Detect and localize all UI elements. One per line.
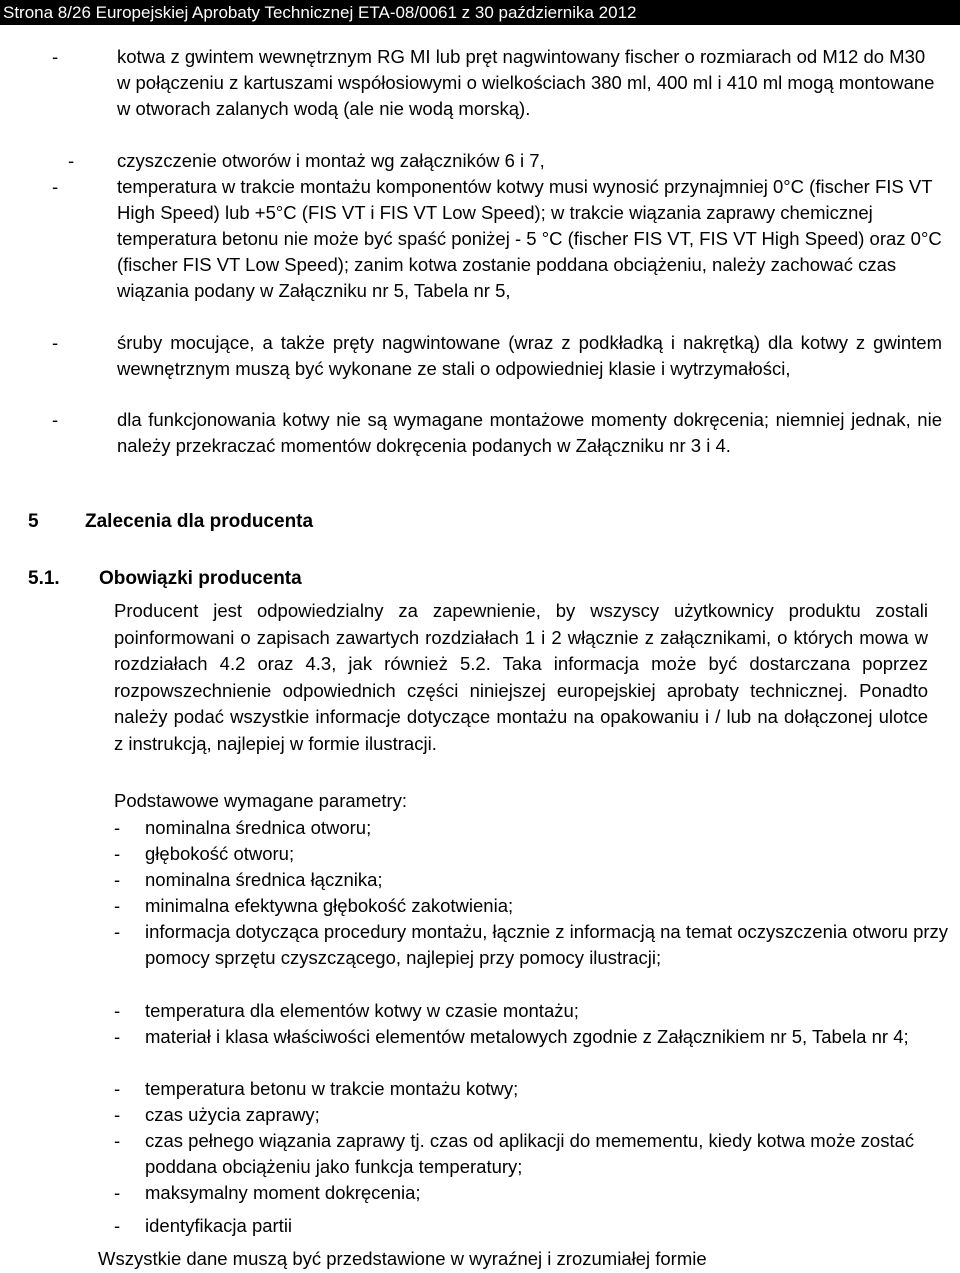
condition-item — [52, 148, 942, 174]
param-text: maksymalny moment dokręcenia; — [145, 1182, 421, 1203]
list-dash: - — [114, 1026, 121, 1047]
param-item — [114, 867, 954, 893]
closing-sentence: Wszystkie dane muszą być przedstawione w wyraźnej i zrozumiałej formie — [98, 1248, 707, 1269]
params-intro: Podstawowe wymagane parametry: — [114, 790, 408, 811]
section-number: 5.1. — [28, 568, 60, 589]
list-dash: - — [52, 409, 59, 430]
list-dash: - — [114, 921, 121, 942]
param-text: czas użycia zaprawy; — [145, 1104, 320, 1125]
param-text: informacja dotycząca procedury montażu, łącznie z informacją na temat oczyszczenia otworu przy pomocy sprzętu czyszczącego, najlepiej przy pomocy ilustracji; — [145, 921, 949, 968]
param-item — [114, 893, 954, 919]
section-number: 5 — [28, 511, 39, 532]
param-text: czas pełnego wiązania zaprawy tj. czas od aplikacji do memementu, kiedy kotwa może zostać poddana obciążeniu jako funkcja temperatury; — [145, 1130, 915, 1177]
list-dash: - — [114, 1078, 121, 1099]
condition-item — [52, 407, 942, 459]
list-dash: - — [114, 1000, 121, 1021]
list-dash: - — [114, 1130, 121, 1151]
condition-text: kotwa z gwintem wewnętrznym RG MI lub pręt nagwintowany fischer o rozmiarach od M12 do M30 w połączeniu z kartuszami współosiowymi o wielkościach 380 ml, 400 ml i 410 ml mogą montowane w otworach zalanych wodą (ale nie wodą morską). — [117, 46, 935, 119]
page-header: Strona 8/26 Europejskiej Aprobaty Technicznej ETA-08/0061 z 30 października 2012 — [0, 0, 960, 25]
section-5-heading — [28, 509, 313, 535]
param-item — [114, 1076, 954, 1102]
condition-item — [52, 44, 942, 122]
list-dash: - — [52, 46, 59, 67]
param-item — [114, 1128, 954, 1180]
list-dash: - — [68, 150, 75, 171]
param-text: identyfikacja partii — [145, 1215, 293, 1236]
list-dash: - — [52, 176, 59, 197]
list-dash: - — [114, 843, 121, 864]
condition-text: czyszczenie otworów i montaż wg załączników 6 i 7, — [117, 150, 545, 171]
condition-text: śruby mocujące, a także pręty nagwintowane (wraz z podkładką i nakrętką) dla kotwy z gwintem wewnętrznym muszą być wykonane ze stali o odpowiedniej klasie i wytrzymałości, — [117, 332, 942, 379]
param-item — [114, 815, 954, 841]
section-title: Zalecenia dla producenta — [85, 511, 314, 532]
param-text: materiał i klasa właściwości elementów metalowych zgodnie z Załącznikiem nr 5, Tabela nr 4; — [145, 1026, 909, 1047]
list-dash: - — [114, 1215, 121, 1236]
body-paragraph: Producent jest odpowiedzialny za zapewnienie, by wszyscy użytkownicy produktu zostali poinformowani o zapisach zawartych rozdziałach 1 i 2 włącznie z załącznikami, o których mowa w rozdziałach 4.2 oraz 4.3, jak również 5.2. Taka informacja może być dostarczana poprzez rozpowszechnienie odpowiednich części niniejszej europejskiej aprobaty technicznej. Ponadto należy podać wszystkie informacje dotyczące montażu na opakowaniu i / lub na dołączonej ulotce z instrukcją, najlepiej w formie ilustracji. — [114, 600, 928, 754]
condition-text: dla funkcjonowania kotwy nie są wymagane montażowe momenty dokręcenia; niemniej jednak, nie należy przekraczać momentów dokręcenia podanych w Załączniku nr 3 i 4. — [117, 409, 942, 456]
list-dash: - — [114, 895, 121, 916]
param-text: temperatura dla elementów kotwy w czasie montażu; — [145, 1000, 579, 1021]
param-text: temperatura betonu w trakcie montażu kotwy; — [145, 1078, 519, 1099]
param-item — [114, 998, 954, 1024]
condition-item — [52, 174, 942, 304]
param-item — [114, 841, 954, 867]
list-dash: - — [114, 1182, 121, 1203]
param-text: głębokość otworu; — [145, 843, 295, 864]
param-text: nominalna średnica otworu; — [145, 817, 372, 838]
param-item — [114, 1213, 954, 1239]
condition-item — [52, 330, 942, 382]
condition-text: temperatura w trakcie montażu komponentów kotwy musi wynosić przynajmniej 0°C (fischer FIS VT High Speed) lub +5°C (FIS VT i FIS VT Low Speed); w trakcie wiązania zaprawy chemicznej temperatura betonu nie może być spaść poniżej - 5 °C (fischer FIS VT, FIS VT High Speed) oraz 0°C (fischer FIS VT Low Speed); zanim kotwa zostanie poddana obciążeniu, należy zachować czas wiązania podany w Załączniku nr 5, Tabela nr 5, — [117, 176, 942, 301]
param-item — [114, 1180, 954, 1206]
param-item — [114, 1024, 954, 1050]
section-title: Obowiązki producenta — [99, 568, 302, 589]
param-text: minimalna efektywna głębokość zakotwienia; — [145, 895, 514, 916]
list-dash: - — [114, 869, 121, 890]
param-item — [114, 919, 954, 971]
param-item — [114, 1102, 954, 1128]
section-5-1-heading — [28, 566, 302, 592]
list-dash: - — [114, 1104, 121, 1125]
param-text: nominalna średnica łącznika; — [145, 869, 383, 890]
list-dash: - — [52, 332, 59, 353]
list-dash: - — [114, 817, 121, 838]
